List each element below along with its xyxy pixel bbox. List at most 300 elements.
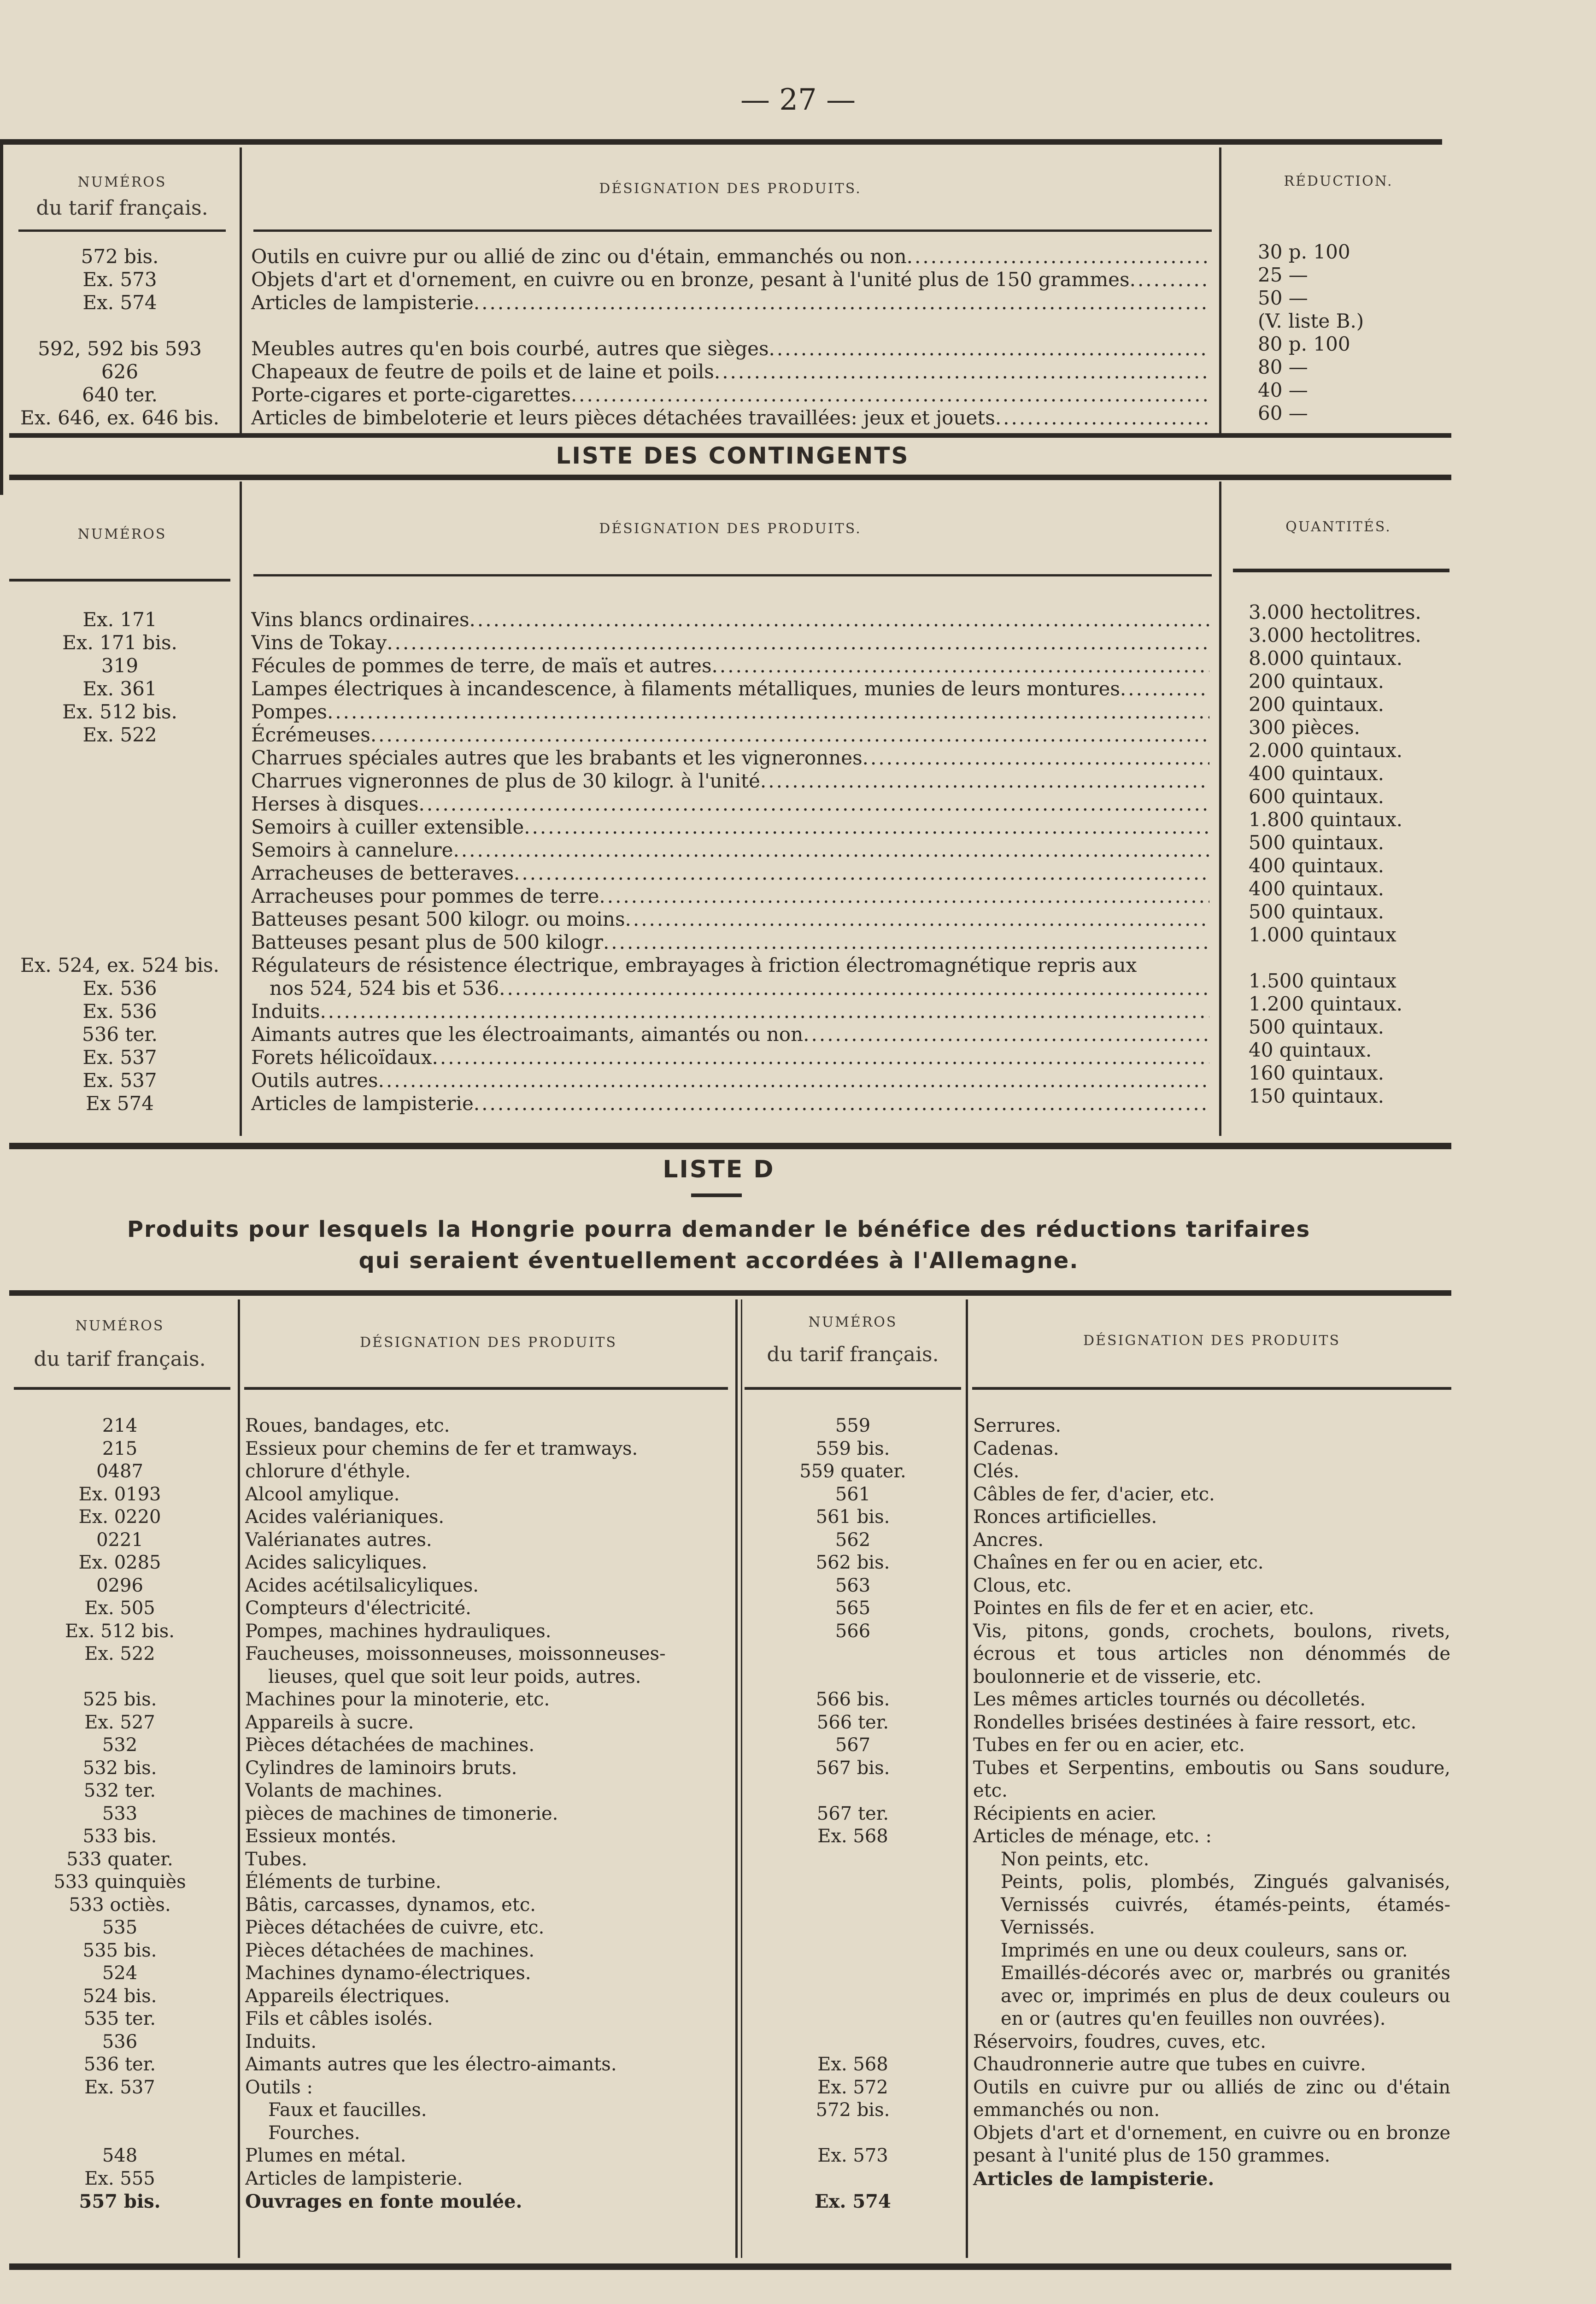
list-item: 548 bbox=[102, 2145, 138, 2166]
list-item bbox=[745, 1962, 961, 1985]
table-row bbox=[9, 908, 230, 931]
table-row bbox=[9, 746, 230, 770]
header-designation: DÉSIGNATION DES PRODUITS. bbox=[599, 521, 862, 537]
list-item bbox=[745, 1666, 961, 1689]
list-item: Ex. 527 bbox=[84, 1711, 155, 1733]
table-row: 400 quintaux. bbox=[1249, 877, 1384, 900]
header-numeros: NUMÉROS bbox=[77, 526, 167, 542]
designation-text: Charrues vigneronnes de plus de 30 kilogr. à l'unité bbox=[251, 770, 760, 792]
list-item: Objets d'art et d'ornement, en cuivre ou en bronze pesant à l'unité plus de 150 grammes. bbox=[973, 2122, 1450, 2166]
designation-text: Batteuses pesant 500 kilogr. ou moins bbox=[251, 908, 625, 930]
list-item: 0487 bbox=[96, 1461, 143, 1482]
header-underline bbox=[14, 1387, 230, 1390]
designation-text: Forets hélicoïdaux bbox=[251, 1046, 432, 1069]
designation-text: Herses à disques bbox=[251, 793, 419, 815]
list-item: 565 bbox=[835, 1598, 871, 1619]
table-row: Ex 574 bbox=[86, 1092, 154, 1115]
table-row bbox=[251, 1023, 1209, 1046]
table-row: Ex. 361 bbox=[82, 677, 157, 700]
header-tarif: du tarif français. bbox=[36, 196, 208, 220]
table-row bbox=[9, 862, 230, 885]
designation-text: Charrues spéciales autres que les brabants et les vigneronnes bbox=[251, 746, 863, 769]
designation-text: Outils en cuivre pur ou allié de zinc ou d'étain, emmanchés ou non bbox=[251, 245, 907, 268]
header-underline bbox=[253, 229, 1212, 232]
table-row: 572 bis. bbox=[81, 245, 159, 268]
list-item: 214 bbox=[102, 1415, 138, 1436]
table-row bbox=[251, 700, 1209, 723]
column-divider bbox=[238, 1299, 240, 2258]
header-quantites: QUANTITÉS. bbox=[1285, 519, 1391, 535]
list-item bbox=[745, 2168, 961, 2191]
table-row bbox=[251, 631, 1209, 654]
list-item: 572 bis. bbox=[816, 2099, 890, 2121]
contingents-designation-column bbox=[251, 608, 1209, 1115]
list-item: Machines dynamo-électriques. bbox=[245, 1963, 531, 1984]
designation-text: Porte-cigares et porte-cigarettes bbox=[251, 383, 571, 406]
list-item: Plumes en métal. bbox=[245, 2145, 406, 2166]
table-row bbox=[251, 654, 1209, 677]
table-row: Ex. 171 bis. bbox=[62, 631, 177, 654]
designation-text: Vins blancs ordinaires bbox=[251, 608, 469, 631]
list-item: Récipients en acier. bbox=[973, 1803, 1157, 1824]
contingents-quantities-column bbox=[1249, 601, 1451, 1108]
list-item: 567 ter. bbox=[816, 1803, 889, 1824]
list-item: 566 bbox=[835, 1620, 871, 1642]
list-item: 557 bis. bbox=[79, 2191, 161, 2212]
designation-text: Écrémeuses bbox=[251, 723, 370, 746]
table-row bbox=[251, 862, 1209, 885]
list-item: Ex. 505 bbox=[84, 1598, 155, 1619]
table-row: Ex. 171 bbox=[82, 608, 157, 631]
list-item: Fils et câbles isolés. bbox=[245, 2008, 433, 2029]
table-row bbox=[251, 677, 1209, 700]
designation-text: Objets d'art et d'ornement, en cuivre ou en bronze, pesant à l'unité plus de 150 grammes bbox=[251, 268, 1130, 291]
list-item: Ex. 522 bbox=[84, 1643, 155, 1664]
table-row: 319 bbox=[101, 654, 139, 677]
header-designation: DÉSIGNATION DES PRODUITS. bbox=[599, 181, 862, 197]
column-divider bbox=[735, 1299, 738, 2258]
header-tarif-left: du tarif français. bbox=[34, 1347, 206, 1371]
list-item: Cylindres de laminoirs bruts. bbox=[245, 1757, 517, 1779]
header-reduction: RÉDUCTION. bbox=[1284, 173, 1393, 189]
list-item: 215 bbox=[102, 1438, 138, 1459]
table-row: Régulateurs de résistence électrique, embrayages à friction électromagnétique repris aux bbox=[251, 954, 1137, 976]
list-item: Imprimés en une ou deux couleurs, sans or. bbox=[1001, 1940, 1408, 1961]
list-item: Acides acétilsalicyliques. bbox=[245, 1575, 479, 1596]
list-item: Acides salicyliques. bbox=[245, 1552, 428, 1573]
liste-d-right-designations bbox=[973, 1415, 1450, 2190]
column-divider bbox=[966, 1299, 968, 2258]
contingents-title: LISTE DES CONTINGENTS bbox=[556, 442, 909, 469]
designation-text: nos 524, 524 bis et 536 bbox=[270, 977, 499, 999]
list-item: Ex. 0193 bbox=[78, 1483, 161, 1505]
list-item bbox=[9, 2099, 230, 2122]
list-item: Tubes en fer ou en acier, etc. bbox=[973, 1734, 1245, 1756]
list-item: Non peints, etc. bbox=[1001, 1848, 1150, 1870]
header-underline bbox=[18, 229, 226, 232]
list-item: 0221 bbox=[96, 1529, 143, 1551]
liste-d-subtitle-line2: qui seraient éventuellement accordées à l'Allemagne. bbox=[358, 1248, 1079, 1274]
table-row bbox=[251, 723, 1209, 746]
list-item bbox=[745, 1871, 961, 1894]
designation-text: Articles de bimbeloterie et leurs pièces détachées travaillées: jeux et jouets bbox=[251, 406, 995, 429]
list-item: Ex. 573 bbox=[817, 2145, 888, 2166]
designation-text: Lampes électriques à incandescence, à filaments métalliques, munies de leurs montures bbox=[251, 677, 1120, 700]
list-item bbox=[745, 2008, 961, 2031]
list-item bbox=[9, 2122, 230, 2145]
list-item: Volants de machines. bbox=[245, 1780, 443, 1801]
list-item: 562 bis. bbox=[816, 1552, 890, 1573]
table-row bbox=[251, 1069, 1209, 1092]
list-item: 533 octiès. bbox=[69, 1894, 171, 1916]
list-item: chlorure d'éthyle. bbox=[245, 1461, 411, 1482]
designation-text: Chapeaux de feutre de poils et de laine et poils bbox=[251, 360, 714, 383]
table-row: Ex. 522 bbox=[82, 723, 157, 746]
table-row: 1.200 quintaux. bbox=[1249, 993, 1403, 1015]
list-item: Pièces détachées de machines. bbox=[245, 1940, 535, 1961]
table-row: 400 quintaux. bbox=[1249, 762, 1384, 785]
table-row bbox=[9, 931, 230, 954]
section-rule bbox=[9, 433, 1451, 438]
table-row: 160 quintaux. bbox=[1249, 1062, 1384, 1084]
designation-text: Articles de lampisterie bbox=[251, 1092, 474, 1115]
designation-text: Articles de lampisterie bbox=[251, 291, 474, 314]
list-item: 559 bis. bbox=[816, 1438, 890, 1459]
list-item: Ex. 0220 bbox=[78, 1506, 161, 1528]
list-item: Compteurs d'électricité. bbox=[245, 1598, 471, 1619]
table-row bbox=[251, 314, 1209, 337]
page-number: — 27 — bbox=[740, 83, 856, 117]
designation-text: Aimants autres que les électroaimants, aimantés ou non bbox=[251, 1023, 804, 1046]
table-row: 1.000 quintaux bbox=[1249, 923, 1396, 946]
list-item: 535 ter. bbox=[83, 2008, 156, 2029]
list-item: Ex. 568 bbox=[817, 1826, 888, 1847]
liste-d-right-numbers bbox=[745, 1415, 961, 2213]
reduction-numbers-column bbox=[9, 245, 230, 429]
column-divider bbox=[741, 1299, 742, 2258]
title-underline bbox=[691, 1193, 742, 1197]
table-row: 3.000 hectolitres. bbox=[1249, 601, 1421, 623]
header-tarif-right: du tarif français. bbox=[767, 1343, 939, 1366]
table-row: 60 — bbox=[1258, 402, 1308, 424]
designation-text: Outils autres bbox=[251, 1069, 378, 1092]
list-item: 532 bbox=[102, 1734, 138, 1756]
table-row: 40 — bbox=[1258, 379, 1308, 401]
list-item: Ex. 555 bbox=[84, 2168, 155, 2189]
header-underline bbox=[9, 579, 230, 582]
list-item: Alcool amylique. bbox=[245, 1483, 400, 1505]
header-designation-left: DÉSIGNATION DES PRODUITS bbox=[360, 1334, 617, 1351]
list-item: Essieux pour chemins de fer et tramways. bbox=[245, 1438, 638, 1459]
list-item: Outils : bbox=[245, 2076, 313, 2098]
list-item: 566 ter. bbox=[816, 1711, 889, 1733]
list-item: 532 ter. bbox=[83, 1780, 156, 1801]
header-numeros-left: NUMÉROS bbox=[75, 1318, 164, 1334]
table-row: (V. liste B.) bbox=[1258, 310, 1364, 332]
table-row bbox=[251, 746, 1209, 770]
designation-text: Pompes bbox=[251, 700, 327, 723]
liste-d-subtitle-line1: Produits pour lesquels la Hongrie pourra demander le bénéfice des réductions tarifaires bbox=[127, 1217, 1311, 1242]
list-item: Tubes et Serpentins, emboutis ou Sans soudure, etc. bbox=[973, 1757, 1450, 1801]
table-top-rule bbox=[0, 139, 1442, 145]
list-item: Les mêmes articles tournés ou décolletés. bbox=[973, 1689, 1366, 1710]
list-item bbox=[745, 1643, 961, 1666]
reduction-designation-column bbox=[251, 245, 1209, 429]
list-item: 533 bis. bbox=[82, 1826, 157, 1847]
table-row: Ex. 537 bbox=[82, 1046, 157, 1069]
table-row: Ex. 646, ex. 646 bis. bbox=[20, 406, 219, 429]
designation-text: Vins de Tokay bbox=[251, 631, 387, 654]
list-item: 567 bbox=[835, 1734, 871, 1756]
list-item: lieuses, quel que soit leur poids, autres. bbox=[268, 1666, 641, 1687]
list-item: Chaînes en fer ou en acier, etc. bbox=[973, 1552, 1264, 1573]
table-row: Ex. 573 bbox=[82, 268, 157, 291]
list-item: Ex. 574 bbox=[815, 2191, 891, 2212]
table-row: 626 bbox=[101, 360, 139, 383]
list-item: Roues, bandages, etc. bbox=[245, 1415, 450, 1436]
table-row: 1.500 quintaux bbox=[1249, 970, 1396, 992]
table-row bbox=[251, 1092, 1209, 1115]
list-item: 533 quater. bbox=[66, 1848, 173, 1870]
list-item bbox=[745, 2122, 961, 2145]
list-item: Bâtis, carcasses, dynamos, etc. bbox=[245, 1894, 536, 1916]
list-item: Vis, pitons, gonds, crochets, boulons, rivets, écrous et tous articles non dénommés de boulonnerie et de visserie, etc. bbox=[973, 1620, 1450, 1687]
list-item: 533 quinquiès bbox=[53, 1871, 186, 1893]
table-row bbox=[251, 977, 1209, 1000]
list-item: 532 bis. bbox=[82, 1757, 157, 1779]
table-row: 200 quintaux. bbox=[1249, 670, 1384, 693]
table-row: 1.800 quintaux. bbox=[1249, 808, 1403, 831]
list-item: Acides valérianiques. bbox=[245, 1506, 445, 1528]
header-numeros-right: NUMÉROS bbox=[808, 1314, 898, 1330]
list-item: 524 bbox=[102, 1963, 138, 1984]
header-underline bbox=[253, 574, 1212, 576]
table-row: 500 quintaux. bbox=[1249, 900, 1384, 923]
list-item: 525 bis. bbox=[82, 1689, 157, 1710]
designation-text: Arracheuses pour pommes de terre bbox=[251, 885, 599, 907]
column-divider bbox=[1219, 147, 1221, 433]
table-row bbox=[251, 908, 1209, 931]
list-item: Câbles de fer, d'acier, etc. bbox=[973, 1483, 1215, 1505]
column-divider bbox=[1219, 482, 1221, 1136]
table-row: 80 p. 100 bbox=[1258, 333, 1350, 355]
header-underline bbox=[745, 1387, 961, 1390]
list-item: Pièces détachées de cuivre, etc. bbox=[245, 1917, 545, 1938]
list-item: 533 bbox=[102, 1803, 138, 1824]
list-item: Ronces artificielles. bbox=[973, 1506, 1157, 1528]
list-item: Induits. bbox=[245, 2031, 317, 2052]
table-row: 500 quintaux. bbox=[1249, 1016, 1384, 1038]
list-item: Faux et faucilles. bbox=[268, 2099, 427, 2121]
list-item: 561 bbox=[835, 1483, 871, 1505]
table-row: 25 — bbox=[1258, 264, 1308, 286]
list-item: 559 quater. bbox=[799, 1461, 906, 1482]
list-item: 563 bbox=[835, 1575, 871, 1596]
list-item: Peints, polis, plombés, Zingués galvanisés, Vernissés cuivrés, étamés-peints, étamés-Vernissés. bbox=[1001, 1871, 1450, 1938]
list-item bbox=[745, 1940, 961, 1963]
header-underline bbox=[972, 1387, 1451, 1390]
designation-text: Batteuses pesant plus de 500 kilogr bbox=[251, 931, 603, 953]
list-item: Fourches. bbox=[268, 2122, 360, 2144]
list-item: Pompes, machines hydrauliques. bbox=[245, 1620, 552, 1642]
list-item bbox=[745, 1848, 961, 1871]
designation-text: Meubles autres qu'en bois courbé, autres que sièges bbox=[251, 337, 769, 360]
designation-text: Semoirs à cannelure bbox=[251, 839, 453, 861]
list-item: Clés. bbox=[973, 1461, 1020, 1482]
table-row: 536 ter. bbox=[82, 1023, 158, 1046]
bottom-rule bbox=[9, 2263, 1451, 2270]
list-item: Chaudronnerie autre que tubes en cuivre. bbox=[973, 2054, 1366, 2075]
list-item: 535 bbox=[102, 1917, 138, 1938]
list-item: Valérianates autres. bbox=[245, 1529, 432, 1551]
section-rule bbox=[9, 1290, 1451, 1296]
table-row: Ex. 574 bbox=[82, 291, 157, 314]
table-row: 200 quintaux. bbox=[1249, 693, 1384, 716]
table-row bbox=[251, 839, 1209, 862]
table-row bbox=[9, 885, 230, 908]
list-item: Faucheuses, moissonneuses, moissonneuses- bbox=[245, 1643, 666, 1664]
list-item: 535 bis. bbox=[82, 1940, 157, 1961]
list-item: 536 ter. bbox=[83, 2054, 156, 2075]
list-item: Tubes. bbox=[245, 1848, 307, 1870]
list-item bbox=[745, 2031, 961, 2054]
table-row: 80 — bbox=[1258, 356, 1308, 378]
list-item: Ex. 0285 bbox=[78, 1552, 161, 1573]
list-item bbox=[745, 1916, 961, 1940]
table-row bbox=[251, 1000, 1209, 1023]
table-row: 400 quintaux. bbox=[1249, 854, 1384, 877]
list-item: Rondelles brisées destinées à faire ressort, etc. bbox=[973, 1711, 1417, 1733]
list-item: Emaillés-décorés avec or, marbrés ou granités avec or, imprimés en plus de deux couleurs ou en or (autres qu'en feuilles non ouvrées). bbox=[1001, 1963, 1450, 2029]
liste-d-left-numbers bbox=[9, 1415, 230, 2213]
list-item: Clous, etc. bbox=[973, 1575, 1072, 1596]
table-row: 592, 592 bis 593 bbox=[38, 337, 202, 360]
list-item: Serrures. bbox=[973, 1415, 1062, 1436]
table-row bbox=[251, 816, 1209, 839]
list-item: Ex. 572 bbox=[817, 2076, 888, 2098]
list-item: 524 bis. bbox=[82, 1985, 157, 2007]
list-item: 562 bbox=[835, 1529, 871, 1551]
list-item: Ex. 568 bbox=[817, 2054, 888, 2075]
table-row: 30 p. 100 bbox=[1258, 241, 1350, 263]
table-row: 300 pièces. bbox=[1249, 716, 1360, 739]
section-rule bbox=[9, 475, 1451, 480]
table-row: 150 quintaux. bbox=[1249, 1085, 1384, 1107]
section-rule bbox=[9, 1143, 1451, 1149]
list-item: Cadenas. bbox=[973, 1438, 1059, 1459]
header-numeros: NUMÉROS bbox=[77, 174, 167, 190]
list-item: Éléments de turbine. bbox=[245, 1871, 441, 1893]
table-row bbox=[251, 291, 1209, 314]
table-row: 8.000 quintaux. bbox=[1249, 647, 1403, 670]
table-row bbox=[251, 770, 1209, 793]
table-row bbox=[9, 816, 230, 839]
list-item: Articles de lampisterie. bbox=[973, 2168, 1215, 2190]
designation-text: Fécules de pommes de terre, de maïs et autres bbox=[251, 654, 712, 677]
reduction-values-column bbox=[1258, 241, 1451, 425]
table-row bbox=[251, 406, 1209, 429]
list-item: Articles de lampisterie. bbox=[245, 2168, 463, 2189]
list-item: Pointes en fils de fer et en acier, etc. bbox=[973, 1598, 1314, 1619]
table-row bbox=[251, 337, 1209, 360]
table-row bbox=[9, 793, 230, 816]
table-row bbox=[1249, 946, 1451, 970]
header-underline bbox=[1233, 569, 1449, 572]
contingents-numbers-column bbox=[9, 608, 230, 1115]
column-divider bbox=[240, 147, 242, 433]
table-row: 500 quintaux. bbox=[1249, 831, 1384, 854]
list-item: Ancres. bbox=[973, 1529, 1044, 1551]
table-row: Ex. 537 bbox=[82, 1069, 157, 1092]
table-row bbox=[251, 268, 1209, 291]
column-divider bbox=[240, 482, 242, 1136]
table-row: Ex. 524, ex. 524 bis. bbox=[20, 954, 219, 976]
liste-d-left-designations bbox=[245, 1415, 729, 2213]
table-row: Ex. 536 bbox=[82, 977, 157, 999]
table-row bbox=[9, 314, 230, 337]
table-row bbox=[251, 793, 1209, 816]
list-item: Ouvrages en fonte moulée. bbox=[245, 2191, 522, 2212]
header-underline bbox=[244, 1387, 728, 1390]
list-item: Machines pour la minoterie, etc. bbox=[245, 1689, 550, 1710]
list-item: pièces de machines de timonerie. bbox=[245, 1803, 558, 1824]
designation-text: Induits bbox=[251, 1000, 320, 1023]
table-row: 3.000 hectolitres. bbox=[1249, 624, 1421, 647]
list-item: Pièces détachées de machines. bbox=[245, 1734, 535, 1756]
table-row bbox=[251, 245, 1209, 268]
list-item: 0296 bbox=[96, 1575, 143, 1596]
designation-text: Arracheuses de betteraves bbox=[251, 862, 514, 884]
table-row: Ex. 512 bis. bbox=[62, 700, 177, 723]
table-row: Ex. 536 bbox=[82, 1000, 157, 1023]
table-row bbox=[9, 770, 230, 793]
list-item: 567 bis. bbox=[816, 1757, 890, 1779]
list-item: Articles de ménage, etc. : bbox=[973, 1826, 1212, 1847]
table-row: 2.000 quintaux. bbox=[1249, 739, 1403, 762]
table-row bbox=[251, 885, 1209, 908]
table-row: 50 — bbox=[1258, 287, 1308, 309]
list-item: Appareils à sucre. bbox=[245, 1711, 414, 1733]
designation-text: Semoirs à cuiller extensible bbox=[251, 816, 524, 838]
list-item: 566 bis. bbox=[816, 1689, 890, 1710]
table-row: 600 quintaux. bbox=[1249, 785, 1384, 808]
table-row bbox=[251, 360, 1209, 383]
list-item: 536 bbox=[102, 2031, 138, 2052]
list-item: Ex. 537 bbox=[84, 2076, 155, 2098]
table-row: 640 ter. bbox=[82, 383, 158, 406]
header-designation-right: DÉSIGNATION DES PRODUITS bbox=[1083, 1333, 1340, 1349]
table-row bbox=[251, 383, 1209, 406]
list-item bbox=[745, 1985, 961, 2008]
table-row bbox=[9, 839, 230, 862]
table-row: 40 quintaux. bbox=[1249, 1039, 1372, 1061]
table-row bbox=[251, 608, 1209, 631]
list-item: Appareils électriques. bbox=[245, 1985, 450, 2007]
list-item bbox=[745, 1780, 961, 1803]
liste-d-title: LISTE D bbox=[663, 1156, 775, 1183]
table-row bbox=[251, 1046, 1209, 1069]
list-item: Outils en cuivre pur ou alliés de zinc ou d'étain emmanchés ou non. bbox=[973, 2076, 1450, 2121]
list-item bbox=[745, 1894, 961, 1917]
list-item: 559 bbox=[835, 1415, 871, 1436]
list-item: Ex. 512 bis. bbox=[65, 1620, 175, 1642]
list-item: 561 bis. bbox=[816, 1506, 890, 1528]
list-item: Essieux montés. bbox=[245, 1826, 397, 1847]
list-item: Aimants autres que les électro-aimants. bbox=[245, 2054, 617, 2075]
list-item: Réservoirs, foudres, cuves, etc. bbox=[973, 2031, 1266, 2052]
table-row bbox=[251, 931, 1209, 954]
list-item bbox=[9, 1666, 230, 1689]
